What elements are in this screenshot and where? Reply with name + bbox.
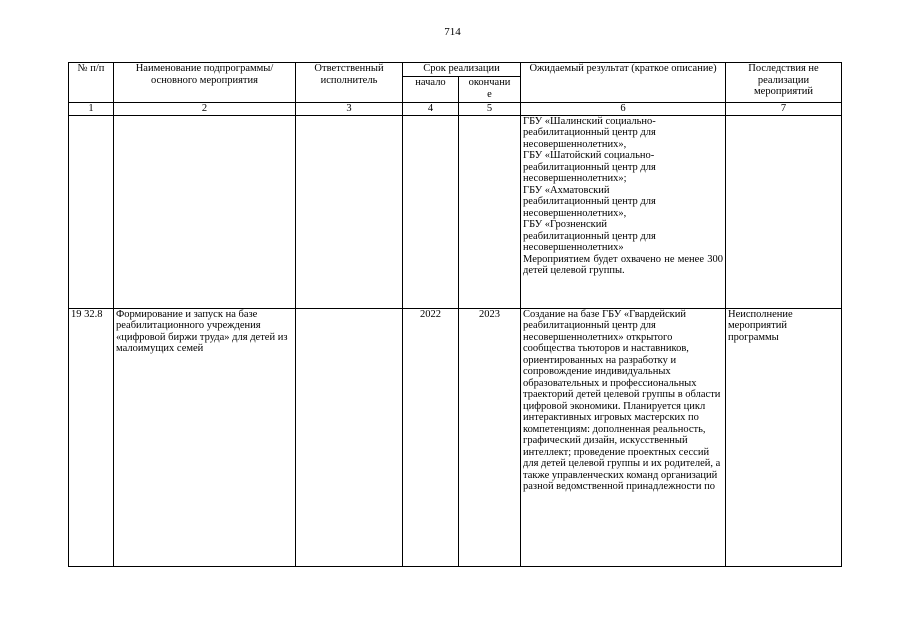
result-line: реабилитационный центр для — [523, 230, 656, 242]
result-line: несовершеннолетних»; — [523, 173, 627, 184]
row2-end: 2023 — [459, 308, 521, 566]
header-start: начало — [403, 77, 459, 103]
header-responsible: Ответственный исполнитель — [296, 63, 403, 103]
colnum-2: 2 — [114, 103, 296, 116]
row2-start: 2022 — [403, 308, 459, 566]
colnum-7: 7 — [726, 103, 842, 116]
row1-result — [521, 115, 726, 308]
colnum-5: 5 — [459, 103, 521, 116]
column-number-row — [69, 103, 842, 116]
colnum-3: 3 — [296, 103, 403, 116]
result-line: реабилитационный центр для — [523, 127, 656, 138]
row2-result: Создание на базе ГБУ «Гвардейский реабилитационный центр для несовершеннолетних» открытого сообщества тьюторов и наставников, ориентированных на разработку и сопровождение индивидуальных образовательных и профессиональных траекторий детей целевой группы в области цифровой экономики. Планируется цикл интерактивных игровых мастерских по компетенциям: дополненная реальность, графический дизайн, искусственный интеллект; проведение проектных сессий для детей целевой группы и их родителей, а также управленческих команд организаций разной ведомственной принадлежности по — [521, 308, 726, 566]
result-line: несовершеннолетних» — [523, 242, 624, 253]
colnum-1: 1 — [69, 103, 114, 116]
table-row — [69, 308, 842, 566]
row2-name: Формирование и запуск на базе реабилитационного учреждения «цифровой биржи труда» для детей из малоимущих семей — [114, 308, 296, 566]
row1-end — [459, 115, 521, 308]
result-summary: Мероприятием будет охвачено не менее 300 детей целевой группы. — [523, 253, 724, 276]
header-result: Ожидаемый результат (краткое описание) — [521, 63, 726, 103]
result-line: реабилитационный центр для — [523, 196, 656, 207]
row1-num — [69, 115, 114, 308]
header-end-line1: окончани — [468, 77, 511, 88]
colnum-6: 6 — [521, 103, 726, 116]
result-line: ГБУ «Грозненский — [523, 219, 608, 230]
row1-consequences — [726, 115, 842, 308]
header-end — [459, 77, 521, 103]
result-line: ГБУ «Шалинский социально- — [523, 115, 656, 127]
result-line: несовершеннолетних», — [523, 207, 627, 219]
result-line: ГБУ «Ахматовский — [523, 184, 610, 196]
program-table — [68, 62, 842, 567]
page-number: 714 — [444, 26, 461, 38]
row2-responsible — [296, 308, 403, 566]
header-period: Срок реализации — [403, 63, 521, 77]
header-row-1 — [69, 63, 842, 77]
result-line: несовершеннолетних», — [523, 138, 627, 150]
result-line: ГБУ «Шатойский социально- — [523, 150, 655, 161]
header-num: № п/п — [69, 63, 114, 103]
header-consequences: Последствия не реализации мероприятий — [726, 63, 842, 103]
row1-responsible — [296, 115, 403, 308]
row2-num: 19 32.8 — [69, 308, 114, 566]
header-name: Наименование подпрограммы/ основного мероприятия — [114, 63, 296, 103]
row1-start — [403, 115, 459, 308]
colnum-4: 4 — [403, 103, 459, 116]
row1-name — [114, 115, 296, 308]
header-end-line2: е — [487, 88, 492, 100]
result-line: реабилитационный центр для — [523, 161, 656, 173]
row2-consequences: Неисполнение мероприятий программы — [726, 308, 842, 566]
table-row — [69, 115, 842, 308]
